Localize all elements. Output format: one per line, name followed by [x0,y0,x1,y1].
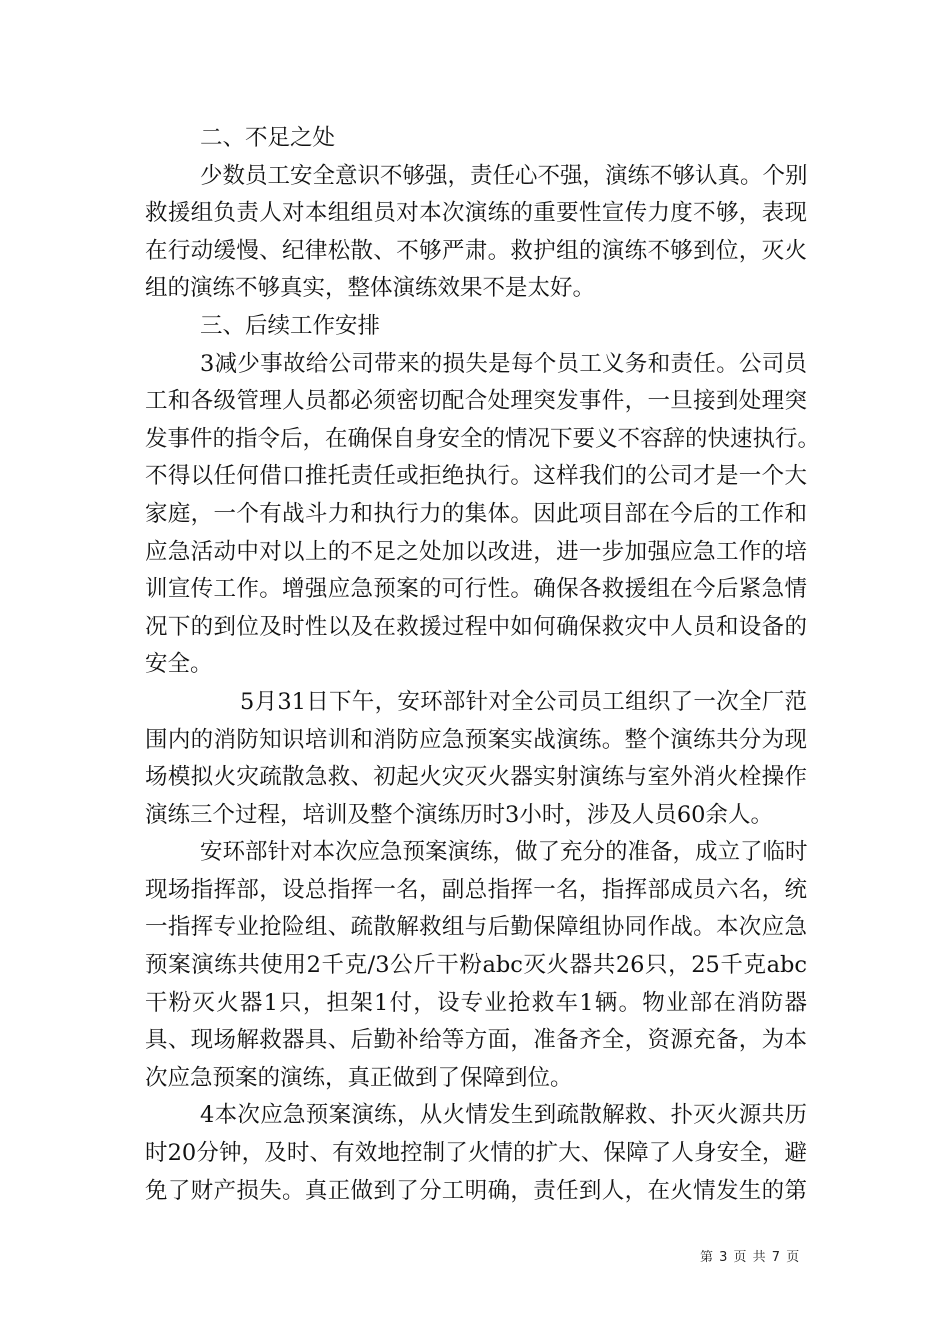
section-heading-shortcomings: 二、不足之处 [200,125,336,151]
text-line: 具、现场解救器具、后勤补给等方面，准备齐全，资源充备，为本 [145,1027,807,1054]
text-line: 现场指挥部，设总指挥一名，副总指挥一名，指挥部成员六名，统 [145,876,807,903]
text-line: 安全。 [145,651,213,678]
text-line: 时20分钟，及时、有效地控制了火情的扩大、保障了人身安全，避 [145,1140,807,1167]
text-line: 5月31日下午，安环部针对全公司员工组织了一次全厂范 [240,688,807,715]
text-line: 次应急预案的演练，真正做到了保障到位。 [145,1064,573,1091]
text-line: 不得以任何借口推托责任或拒绝执行。这样我们的公司才是一个大 [145,463,807,490]
text-line: 发事件的指令后，在确保自身安全的情况下要义不容辞的快速执行。 [145,425,821,452]
page-number-footer: 第 3 页 共 7 页 [700,1250,801,1265]
text-line: 工和各级管理人员都必须密切配合处理突发事件，一旦接到处理突 [145,388,807,415]
text-line: 少数员工安全意识不够强，责任心不强，演练不够认真。个别 [200,162,808,189]
text-line: 3减少事故给公司带来的损失是每个员工义务和责任。公司员 [200,350,807,377]
document-page [145,120,821,1210]
section-heading-followup: 三、后续工作安排 [200,312,381,339]
paragraph-results [145,1097,807,1210]
text-line: 预案演练共使用2千克/3公斤干粉abc灭火器共26只，25千克abc [145,952,807,979]
text-line: 家庭，一个有战斗力和执行力的集体。因此项目部在今后的工作和 [145,500,807,527]
text-line: 场模拟火灾疏散急救、初起火灾灭火器实射演练与室外消火栓操作 [145,764,807,791]
text-line: 围内的消防知识培训和消防应急预案实战演练。整个演练共分为现 [145,726,807,753]
text-line: 况下的到位及时性以及在救援过程中如何确保救灾中人员和设备的 [145,613,807,640]
text-line: 4本次应急预案演练，从火情发生到疏散解救、扑灭火源共历 [200,1102,807,1129]
text-line: 应急活动中对以上的不足之处加以改进，进一步加强应急工作的培 [145,538,807,565]
paragraph-drill-overview [145,684,807,834]
text-line: 一指挥专业抢险组、疏散解救组与后勤保障组协同作战。本次应急 [145,914,807,941]
text-line: 组的演练不够真实，整体演练效果不是太好。 [145,275,596,302]
text-line: 训宣传工作。增强应急预案的可行性。确保各救援组在今后紧急情 [145,576,807,603]
text-line: 干粉灭火器1只，担架1付，设专业抢救车1辆。物业部在消防器 [145,989,807,1016]
paragraph-responsibility [145,346,821,684]
paragraph-shortcomings [145,158,807,308]
text-line: 在行动缓慢、纪律松散、不够严肃。救护组的演练不够到位，灭火 [145,237,807,264]
text-line: 演练三个过程，培训及整个演练历时3小时，涉及人员60余人。 [145,801,773,828]
text-line: 救援组负责人对本组组员对本次演练的重要性宣传力度不够，表现 [145,200,807,227]
text-line: 安环部针对本次应急预案演练，做了充分的准备，成立了临时 [200,839,808,866]
paragraph-preparation [145,834,807,1097]
text-line: 免了财产损失。真正做到了分工明确，责任到人，在火情发生的第 [145,1177,807,1204]
